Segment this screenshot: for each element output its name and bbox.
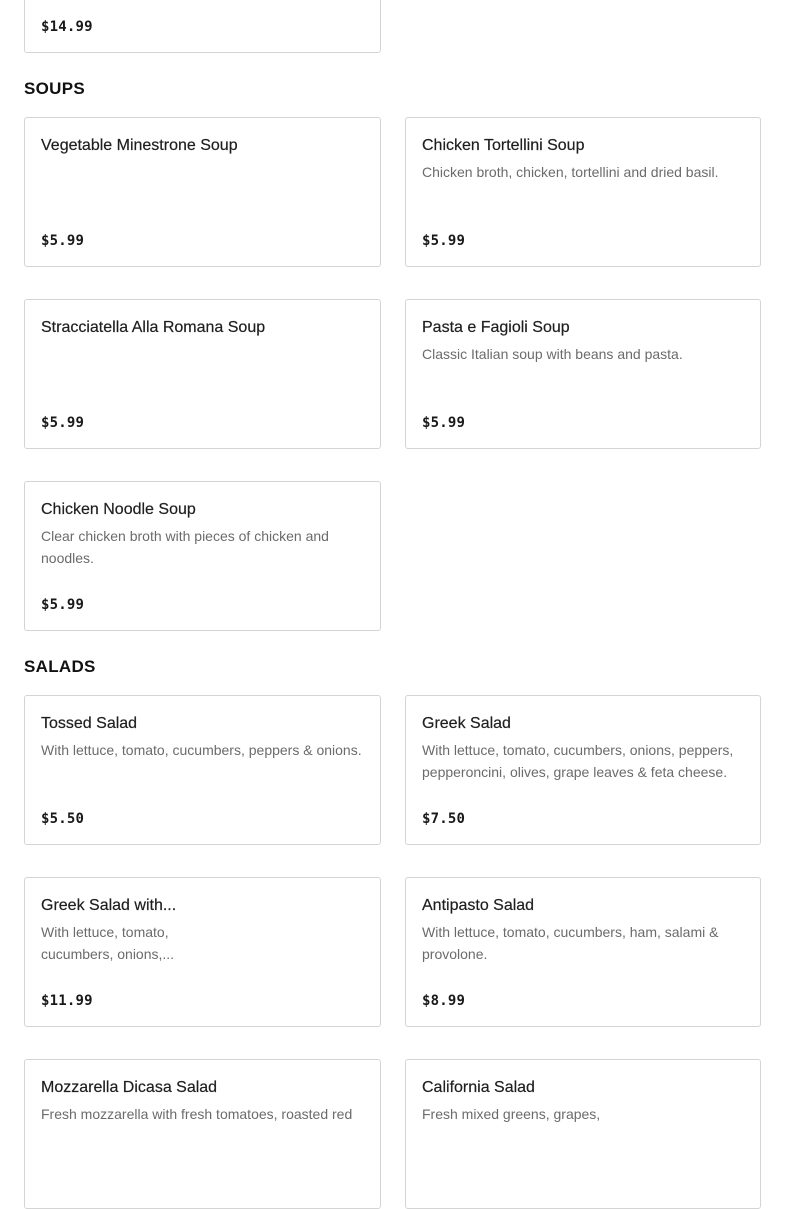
menu-item-name: Pasta e Fagioli Soup (422, 319, 570, 336)
menu-item-name: Vegetable Minestrone Soup (41, 137, 238, 154)
menu-item-price: $5.99 (41, 597, 85, 613)
menu-item-description: With lettuce, tomato, cucumbers, ham, salami & provolone. (422, 924, 719, 962)
menu-item-name: Greek Salad with... (41, 897, 177, 914)
menu-item-description: With lettuce, tomato, cucumbers, peppers & onions. (41, 742, 362, 758)
menu-item-card[interactable] (405, 695, 761, 845)
menu-item-price: $5.99 (422, 415, 466, 431)
menu-item-description: Clear chicken broth with pieces of chicken and noodles. (41, 528, 329, 566)
menu-item-card[interactable] (24, 695, 381, 845)
menu-item-description: With lettuce, tomato, cucumbers, onions,... (41, 924, 175, 962)
menu-item-price: $5.50 (41, 811, 85, 827)
menu-item-price: $5.99 (422, 233, 466, 249)
menu-item-price: $14.99 (41, 19, 93, 35)
menu-item-card[interactable] (405, 1059, 761, 1209)
menu-item-card[interactable] (405, 877, 761, 1027)
menu-item-card[interactable] (24, 481, 381, 631)
menu-item-name: Tossed Salad (41, 715, 138, 732)
menu-item-price: $8.99 (422, 993, 466, 1009)
menu-item-name: Antipasto Salad (422, 897, 535, 914)
menu-item-card[interactable] (24, 1059, 381, 1209)
menu-item-card[interactable] (24, 117, 381, 267)
menu-item-name: Mozzarella Dicasa Salad (41, 1079, 218, 1096)
menu-item-name: Stracciatella Alla Romana Soup (41, 319, 266, 336)
menu-item-description: Chicken broth, chicken, tortellini and dried basil. (422, 164, 719, 180)
section-title-soups: SOUPS (24, 79, 86, 98)
menu-item-name: Chicken Tortellini Soup (422, 137, 585, 154)
menu-item-card[interactable] (24, 299, 381, 449)
menu-item-price: $5.99 (41, 233, 85, 249)
menu-item-name: California Salad (422, 1079, 535, 1096)
menu-item-card[interactable] (24, 877, 381, 1027)
menu-item-name: Chicken Noodle Soup (41, 501, 196, 518)
menu-item-description: With lettuce, tomato, cucumbers, onions, peppers, pepperoncini, olives, grape leaves & feta cheese. (422, 742, 734, 780)
menu-item-description: Fresh mixed greens, grapes, (422, 1106, 601, 1122)
menu-item-card[interactable] (405, 117, 761, 267)
menu-item-price: $5.99 (41, 415, 85, 431)
menu-item-card[interactable] (405, 299, 761, 449)
section-title-salads: SALADS (24, 657, 96, 676)
menu-item-price: $11.99 (41, 993, 93, 1009)
menu-item-name: Greek Salad (422, 715, 511, 732)
menu-item-description: Fresh mozzarella with fresh tomatoes, roasted red (41, 1106, 353, 1122)
menu-item-price: $7.50 (422, 811, 466, 827)
menu-item-description: Classic Italian soup with beans and pasta. (422, 346, 683, 362)
menu-item-card[interactable] (24, 0, 381, 53)
